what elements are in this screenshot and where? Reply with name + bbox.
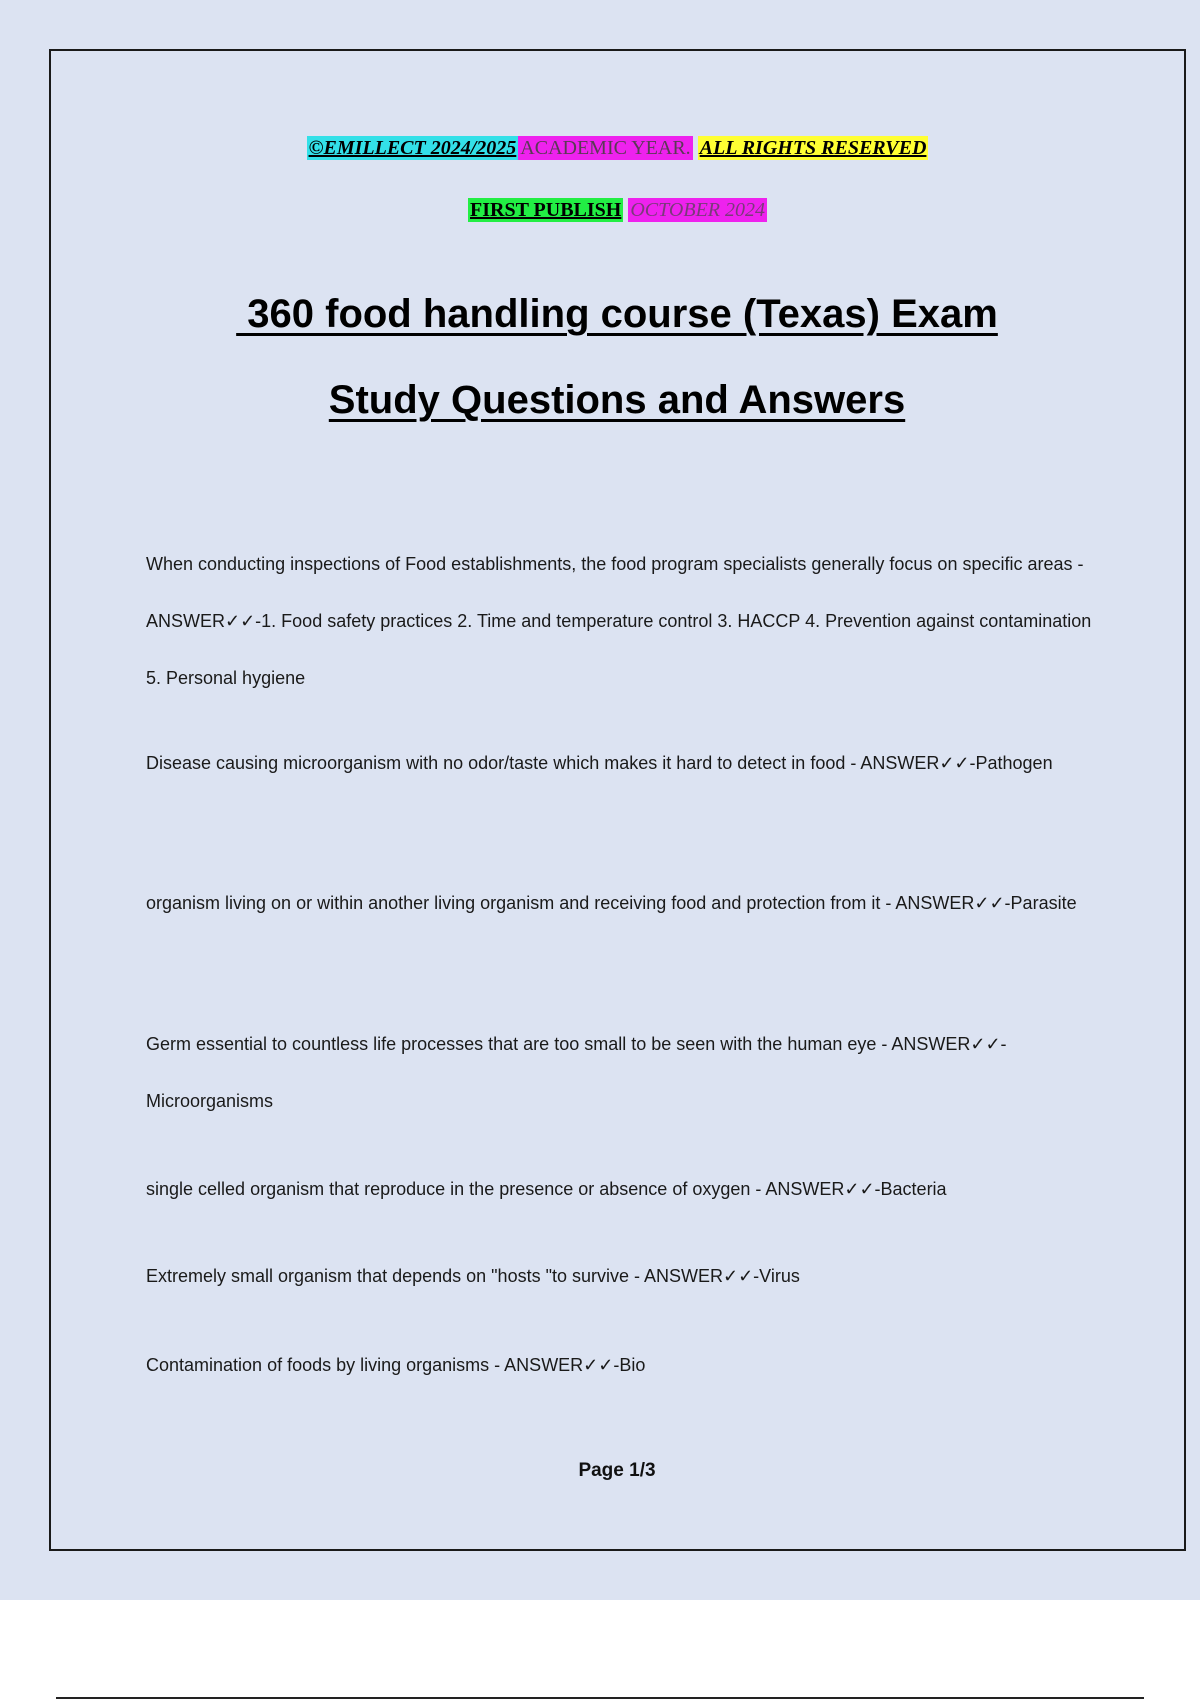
publish-date-highlight: OCTOBER 2024 xyxy=(630,199,765,221)
qa-item-1: When conducting inspections of Food establishments, the food program specialists generally focus on specific areas - ANSWER✓✓-1. Food safety practices 2. Time and temperature control 3. HACCP 4. Prevention against contamination 5. Personal hygiene xyxy=(146,554,1092,688)
qa-item-4: Germ essential to countless life processes that are too small to be seen with the human eye - ANSWER✓✓-Microorganisms xyxy=(146,1034,1007,1111)
copyright-header xyxy=(51,137,1184,160)
qa-item-2: Disease causing microorganism with no odor/taste which makes it hard to detect in food - ANSWER✓✓-Pathogen xyxy=(146,753,1053,773)
qa-item-7: Contamination of foods by living organisms - ANSWER✓✓-Bio xyxy=(146,1355,646,1375)
copyright-highlight: ©EMILLECT 2024/2025 xyxy=(308,137,517,159)
document-title-line-1: 360 food handling course (Texas) Exam xyxy=(236,292,998,336)
bottom-divider xyxy=(56,1697,1144,1699)
academic-year-highlight: ACADEMIC YEAR. xyxy=(520,137,691,159)
document-title-line-2: Study Questions and Answers xyxy=(328,378,906,422)
qa-item-6: Extremely small organism that depends on "hosts "to survive - ANSWER✓✓-Virus xyxy=(146,1266,800,1286)
first-publish-highlight: FIRST PUBLISH xyxy=(470,199,622,221)
page-border xyxy=(49,49,1186,1551)
qa-item-3: organism living on or within another living organism and receiving food and protection from it - ANSWER✓✓-Parasite xyxy=(146,893,1077,913)
page-number: Page 1/3 xyxy=(578,1460,656,1481)
rights-highlight: ALL RIGHTS RESERVED xyxy=(699,137,927,159)
qa-item-5: single celled organism that reproduce in the presence or absence of oxygen - ANSWER✓✓-Bacteria xyxy=(146,1179,947,1199)
publish-header xyxy=(51,199,1184,222)
